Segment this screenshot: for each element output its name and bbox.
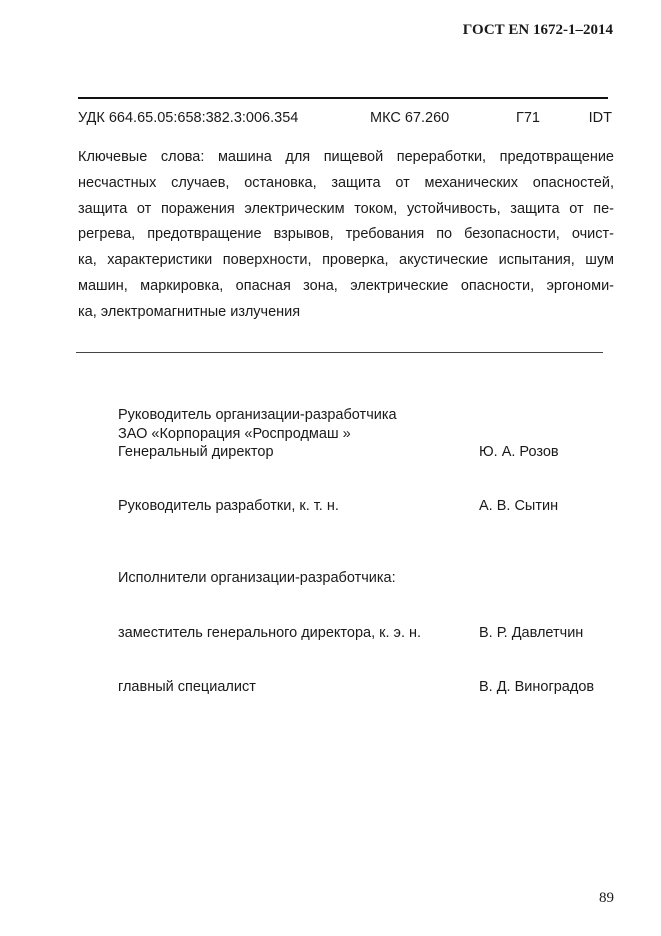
deputy-name: В. Р. Давлетчин (479, 625, 584, 641)
specialist-name: В. Д. Виноградов (479, 679, 595, 695)
specialist-role: главный специалист (118, 679, 256, 695)
idt-marker: IDT (588, 110, 612, 126)
keywords-line: регрева, предотвращение взрывов, требования по безопасности, очист- (78, 226, 614, 243)
keywords-line: машин, маркировка, опасная зона, электрические опасности, эргономи- (78, 277, 614, 294)
dev-head-role: Руководитель разработки, к. т. н. (118, 498, 339, 514)
org-name: ЗАО «Корпорация «Роспродмаш » (118, 426, 351, 442)
keywords-line: Ключевые слова: машина для пищевой переработки, предотвращение (78, 149, 614, 165)
udk-code: УДК 664.65.05:658:382.3:006.354 (78, 110, 299, 126)
group-code: Г71 (516, 110, 540, 126)
gen-director-role: Генеральный директор (118, 444, 274, 460)
keywords-line: ка, характеристики поверхности, проверка, акустические испытания, шум (78, 252, 614, 269)
bottom-rule (76, 352, 603, 353)
dev-head-name: А. В. Сытин (479, 498, 559, 514)
executors-title: Исполнители организации-разработчика: (118, 570, 396, 586)
deputy-role: заместитель генерального директора, к. э. н. (118, 625, 422, 641)
keywords-line: несчастных случаев, остановка, защита от механических опасностей, (78, 174, 614, 191)
page-number: 89 (599, 890, 614, 906)
keywords-line: защита от поражения электрическим током, устойчивость, защита от пе- (78, 200, 614, 217)
gen-director-name: Ю. А. Розов (479, 444, 559, 460)
keywords-paragraph (78, 145, 614, 326)
org-head-title: Руководитель организации-разработчика (118, 407, 397, 423)
keywords-line: ка, электромагнитные излучения (78, 303, 301, 320)
classification-row (78, 110, 612, 130)
top-rule (78, 97, 608, 99)
standard-designation: ГОСТ EN 1672-1–2014 (462, 22, 613, 38)
mks-code: МКС 67.260 (370, 110, 450, 126)
